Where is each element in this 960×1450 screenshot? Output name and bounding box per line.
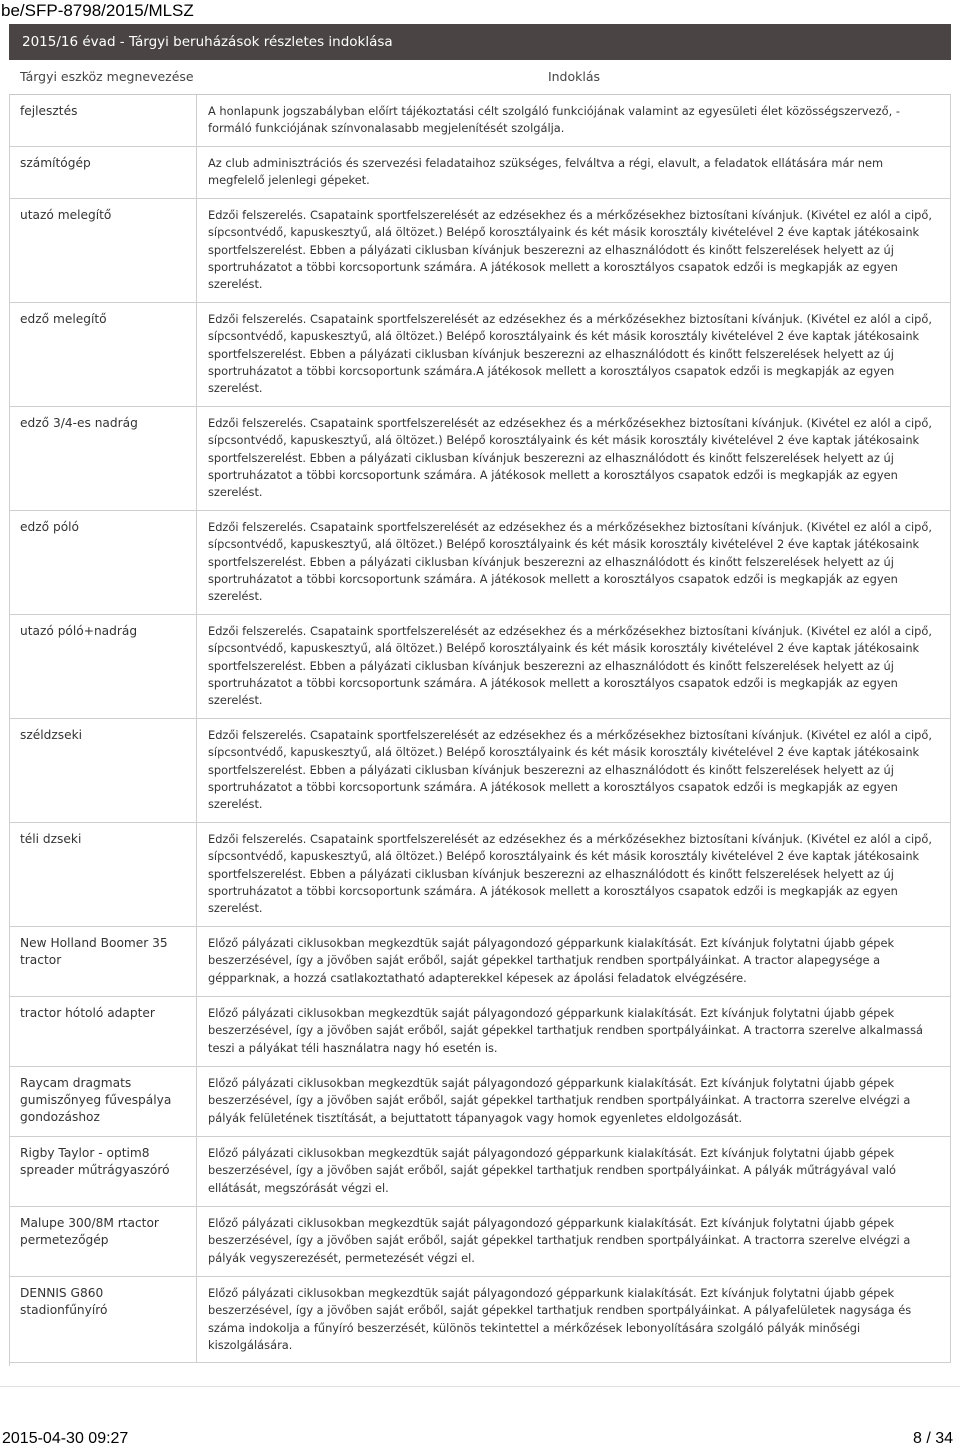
asset-reason: Edzői felszerelés. Csapataink sportfelszerelését az edzésekhez és a mérkőzésekhez biztosítani kívánjuk. (Kivétel ez alól a cipő, sípcsontvédő, kapuskesztyű, alá öltözet.) Belépő korosztályaink és két másik korosztály kivételével 2 éve kaptak játékosaink sportfelszerelést. Ebben a pályázati ciklusban kívánjuk beszerezni az elhasználódott és kinőtt felszerelések helyett az új sportruházatot a többi korcsoportunk számára.A játékosok mellett a korosztályos csapatok edzői is megkapják az egyen szerelést.	[197, 303, 951, 406]
asset-name: számítógép	[9, 147, 197, 198]
table-left-border	[9, 94, 10, 1366]
page-divider	[0, 1386, 960, 1387]
asset-reason: Edzői felszerelés. Csapataink sportfelszerelését az edzésekhez és a mérkőzésekhez biztosítani kívánjuk. (Kivétel ez alól a cipő, sípcsontvédő, kapuskesztyű, alá öltözet.) Belépő korosztályaink és két másik korosztály kivételével 2 éve kaptak játékosaink sportfelszerelést. Ebben a pályázati ciklusban kívánjuk beszerezni az elhasználódott és kinőtt felszerelések helyett az új sportruházatot a többi korcsoportunk számára. A játékosok mellett a korosztályos csapatok edzői is megkapják az egyen szerelést.	[197, 407, 951, 510]
asset-name: Malupe 300/8M rtactor permetezőgép	[9, 1207, 197, 1276]
asset-reason: Előző pályázati ciklusokban megkezdtük saját pályagondozó gépparkunk kialakítását. Ezt kívánjuk folytatni újabb gépek beszerzésével, így a jövőben saját erőből, saját gépekkel tarthatjuk rendben sportpályáinkat. A tractorra szerelve alkalmassá teszi a pályákat téli használatra nagy hó esetén is.	[197, 997, 951, 1066]
page-number: 8 / 34	[912, 1430, 953, 1447]
asset-name: utazó póló+nadrág	[9, 615, 197, 718]
asset-name: Rigby Taylor - optim8 spreader műtrágyaszóró	[9, 1137, 197, 1206]
table-row	[9, 147, 951, 199]
asset-reason: Előző pályázati ciklusokban megkezdtük saját pályagondozó gépparkunk kialakítását. Ezt kívánjuk folytatni újabb gépek beszerzésével, így a jövőben saját erőből, saját gépekkel tarthatjuk rendben sportpályáinkat. A tractor alapegysége a gépparknak, a hozzá csatlakoztatható adapterekkel képesek az ápolási feladatok elvégzésére.	[197, 927, 951, 996]
asset-reason: Edzői felszerelés. Csapataink sportfelszerelését az edzésekhez és a mérkőzésekhez biztosítani kívánjuk. (Kivétel ez alól a cipő, sípcsontvédő, kapuskesztyű, alá öltözet.) Belépő korosztályaink és két másik korosztály kivételével 2 éve kaptak játékosaink sportfelszerelést. Ebben a pályázati ciklusban kívánjuk beszerezni az elhasználódott és kinőtt felszerelések helyett az új sportruházatot a többi korcsoportunk számára. A játékosok mellett a korosztályos csapatok edzői is megkapják az egyen szerelést.	[197, 823, 951, 926]
table-row	[9, 1067, 951, 1137]
table-row	[9, 407, 951, 511]
document-id: be/SFP-8798/2015/MLSZ	[1, 1, 194, 20]
print-timestamp: 2015-04-30 09:27	[2, 1430, 129, 1447]
asset-name: edző 3/4-es nadrág	[9, 407, 197, 510]
asset-name: fejlesztés	[9, 95, 197, 146]
column-header-name: Tárgyi eszköz megnevezése	[20, 69, 194, 84]
table-row	[9, 95, 951, 147]
table-row	[9, 511, 951, 615]
asset-name: New Holland Boomer 35 tractor	[9, 927, 197, 996]
asset-reason: Edzői felszerelés. Csapataink sportfelszerelését az edzésekhez és a mérkőzésekhez biztosítani kívánjuk. (Kivétel ez alól a cipő, sípcsontvédő, kapuskesztyű, alá öltözet.) Belépő korosztályaink és két másik korosztály kivételével 2 éve kaptak játékosaink sportfelszerelést. Ebben a pályázati ciklusban kívánjuk beszerezni az elhasználódott és kinőtt felszerelések helyett az új sportruházatot a többi korcsoportunk számára. A játékosok mellett a korosztályos csapatok edzői is megkapják az egyen szerelést.	[197, 199, 951, 302]
asset-name: edző póló	[9, 511, 197, 614]
table-row	[9, 199, 951, 303]
asset-reason: Edzői felszerelés. Csapataink sportfelszerelését az edzésekhez és a mérkőzésekhez biztosítani kívánjuk. (Kivétel ez alól a cipő, sípcsontvédő, kapuskesztyű, alá öltözet.) Belépő korosztályaink és két másik korosztály kivételével 2 éve kaptak játékosaink sportfelszerelést. Ebben a pályázati ciklusban kívánjuk beszerezni az elhasználódott és kinőtt felszerelések helyett az új sportruházatot a többi korcsoportunk számára. A játékosok mellett a korosztályos csapatok edzői is megkapják az egyen szerelést.	[197, 511, 951, 614]
table-row	[9, 823, 951, 927]
table-row	[9, 719, 951, 823]
table-row	[9, 1137, 951, 1207]
asset-name: utazó melegítő	[9, 199, 197, 302]
asset-name: Raycam dragmats gumiszőnyeg fűvespálya gondozáshoz	[9, 1067, 197, 1136]
asset-name: tractor hótoló adapter	[9, 997, 197, 1066]
table-row	[9, 615, 951, 719]
table-row	[9, 303, 951, 407]
asset-reason: Edzői felszerelés. Csapataink sportfelszerelését az edzésekhez és a mérkőzésekhez biztosítani kívánjuk. (Kivétel ez alól a cipő, sípcsontvédő, kapuskesztyű, alá öltözet.) Belépő korosztályaink és két másik korosztály kivételével 2 éve kaptak játékosaink sportfelszerelést. Ebben a pályázati ciklusban kívánjuk beszerezni az elhasználódott és kinőtt felszerelések helyett az új sportruházatot a többi korcsoportunk számára. A játékosok mellett a korosztályos csapatok edzői is megkapják az egyen szerelést.	[197, 719, 951, 822]
table-row	[9, 997, 951, 1067]
asset-reason: Edzői felszerelés. Csapataink sportfelszerelését az edzésekhez és a mérkőzésekhez biztosítani kívánjuk. (Kivétel ez alól a cipő, sípcsontvédő, kapuskesztyű, alá öltözet.) Belépő korosztályaink és két másik korosztály kivételével 2 éve kaptak játékosaink sportfelszerelést. Ebben a pályázati ciklusban kívánjuk beszerezni az elhasználódott és kinőtt felszerelések helyett az új sportruházatot a többi korcsoportunk számára. A játékosok mellett a korosztályos csapatok edzői is megkapják az egyen szerelést.	[197, 615, 951, 718]
asset-name: széldzseki	[9, 719, 197, 822]
asset-name: edző melegítő	[9, 303, 197, 406]
table-row	[9, 1277, 951, 1363]
asset-reason: Előző pályázati ciklusokban megkezdtük saját pályagondozó gépparkunk kialakítását. Ezt kívánjuk folytatni újabb gépek beszerzésével, így a jövőben saját erőből, saját gépekkel tarthatjuk rendben sportpályáinkat. A tractorra szerelve elvégzi a pályák felületének tisztítását, a bejuttatott tápanyagok vagy homok egyenletes eldolgozását.	[197, 1067, 951, 1136]
asset-name: DENNIS G860 stadionfűnyíró	[9, 1277, 197, 1362]
column-header-reason: Indoklás	[547, 69, 601, 84]
column-headers	[9, 60, 951, 95]
justification-table	[9, 24, 951, 1380]
asset-reason: A honlapunk jogszabályban előírt tájékoztatási célt szolgáló funkciójának valamint az egyesületi élet közösségszervező, -formáló funkciójának színvonalasabb megjelenítését szolgálja.	[197, 95, 951, 146]
asset-reason: Előző pályázati ciklusokban megkezdtük saját pályagondozó gépparkunk kialakítását. Ezt kívánjuk folytatni újabb gépek beszerzésével, így a jövőben saját erőből, saját gépekkel tarthatjuk rendben sportpályáinkat. A pályafelületek nagysága és száma indokolja a fűnyíró beszerzését, különös tekintettel a mérkőzések lebonyolítására szolgáló pályák minőségi kiszolgálására.	[197, 1277, 951, 1362]
asset-name: téli dzseki	[9, 823, 197, 926]
table-row	[9, 1207, 951, 1277]
table-row	[9, 927, 951, 997]
asset-reason: Előző pályázati ciklusokban megkezdtük saját pályagondozó gépparkunk kialakítását. Ezt kívánjuk folytatni újabb gépek beszerzésével, így a jövőben saját erőből, saját gépekkel tarthatjuk rendben sportpályáinkat. A pályák műtrágyával való ellátását, megszórását végzi el.	[197, 1137, 951, 1206]
asset-reason: Az club adminisztrációs és szervezési feladataihoz szükséges, felváltva a régi, elavult, a feladatok ellátására már nem megfelelő jelenlegi gépeket.	[197, 147, 951, 198]
asset-reason: Előző pályázati ciklusokban megkezdtük saját pályagondozó gépparkunk kialakítását. Ezt kívánjuk folytatni újabb gépek beszerzésével, így a jövőben saját erőből, saját gépekkel tarthatjuk rendben sportpályáinkat. A tractorra szerelve elvégzi a pályák vegyszerezését, permetezését végzi el.	[197, 1207, 951, 1276]
table-banner: 2015/16 évad - Tárgyi beruházások részletes indoklása	[9, 24, 951, 60]
